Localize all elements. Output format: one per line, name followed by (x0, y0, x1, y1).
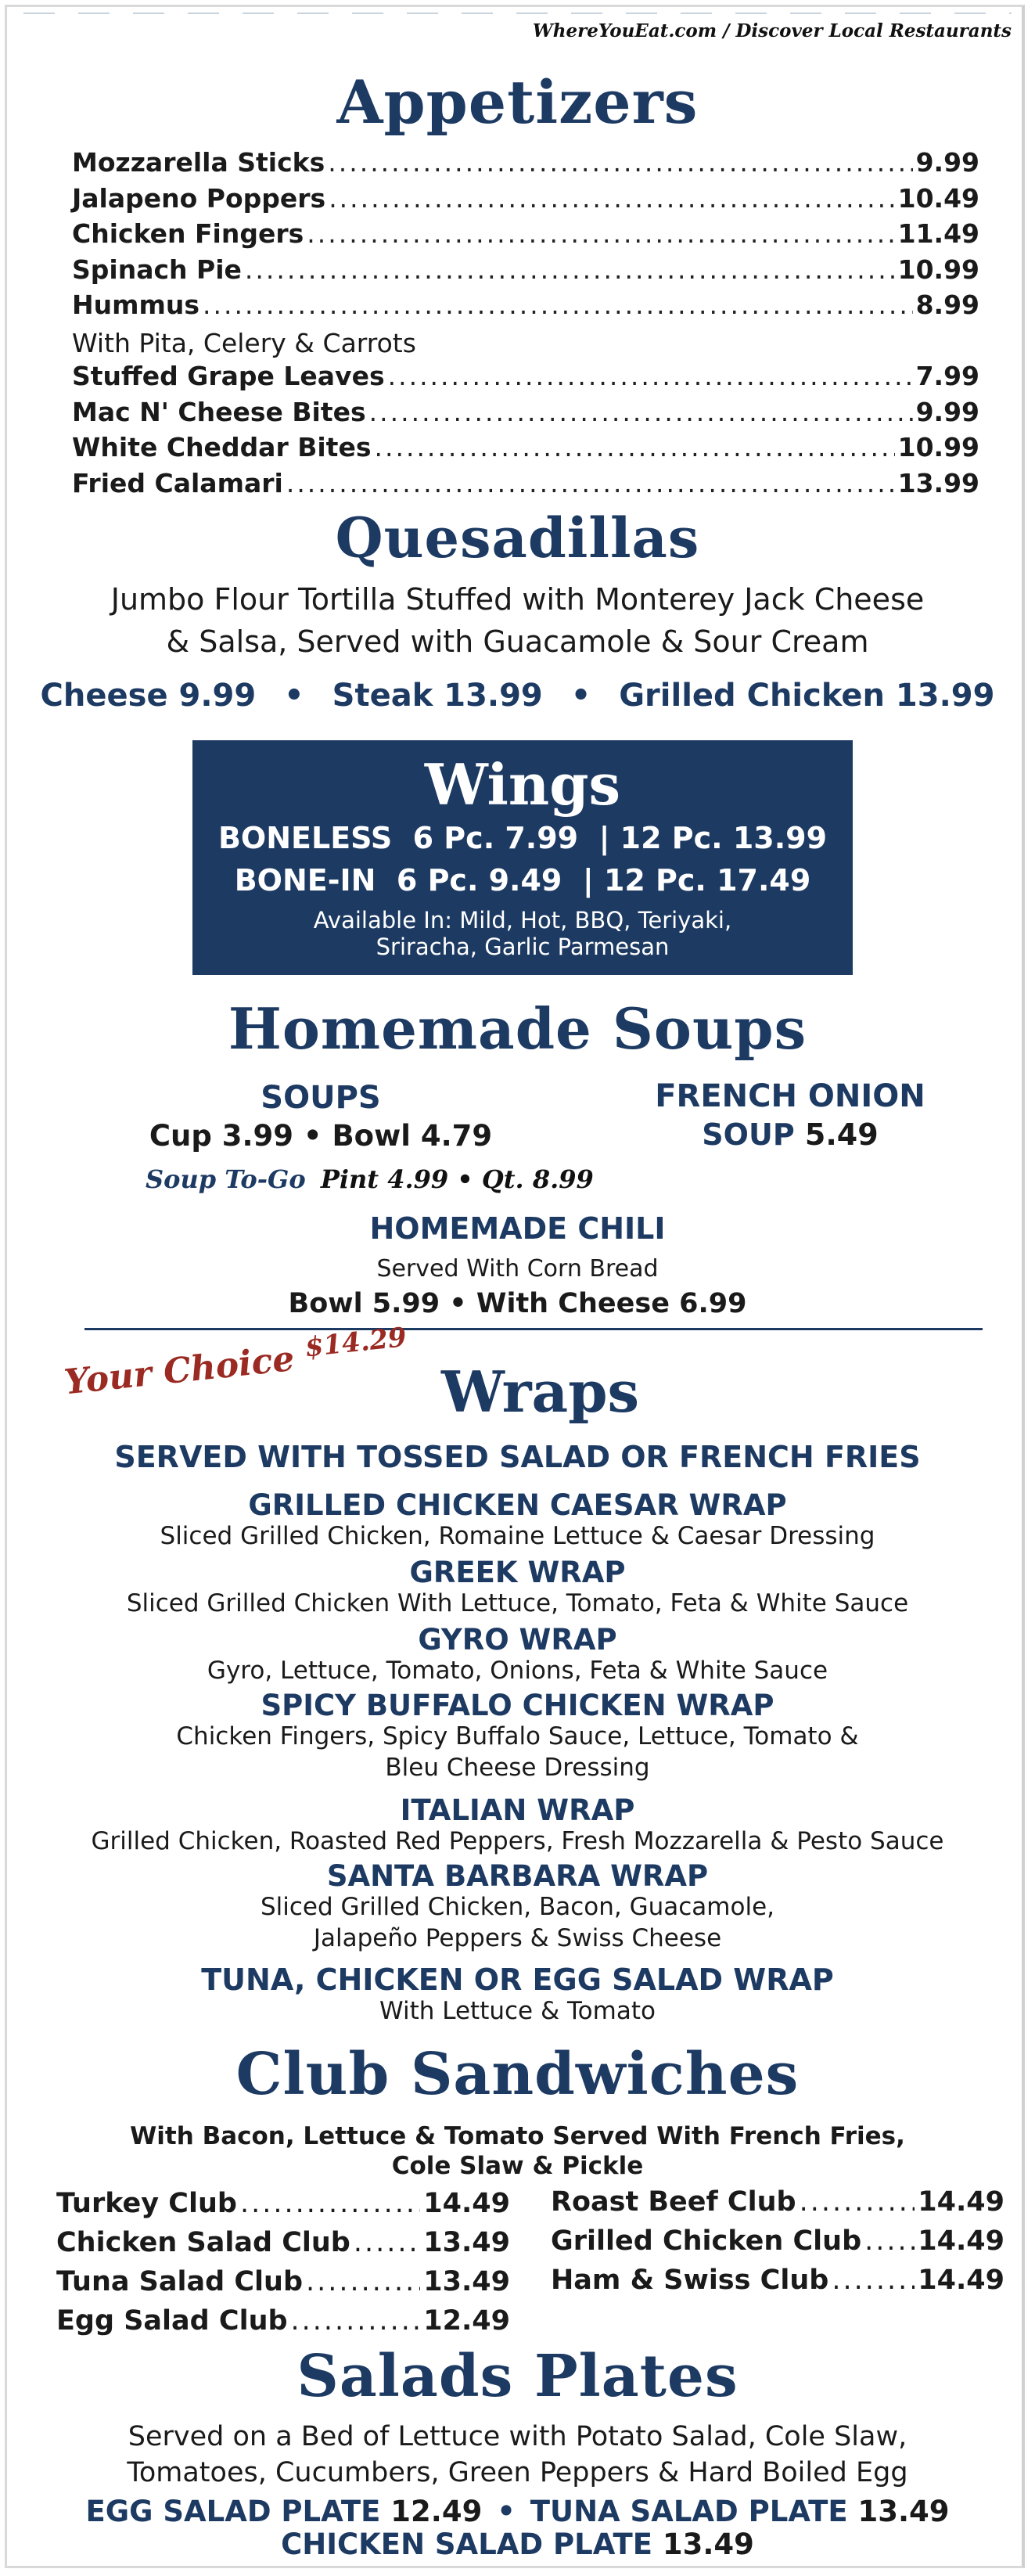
wrap-item: GREEK WRAP Sliced Grilled Chicken With Lettuce, Tomato, Feta & White Sauce (126, 1556, 909, 1617)
soups-price: Cup 3.99 • Bowl 4.79 (149, 1119, 493, 1153)
wings-boneless: BONELESS 6 Pc. 7.99 | 12 Pc. 13.99 (217, 821, 828, 855)
menu-item: White Cheddar Bites ..... 10.99 (72, 432, 979, 468)
soup-to-go (146, 1164, 594, 1194)
wings-title: Wings (424, 751, 621, 818)
quesadillas-options (0, 678, 1035, 714)
salad-plates-row-2 (0, 2527, 1035, 2561)
french-onion-label: FRENCH ONION (655, 1078, 925, 1114)
wrap-item: SANTA BARBARA WRAP Sliced Grilled Chicken, Bacon, Guacamole, Jalapeño Peppers & Swiss Cheese (260, 1859, 775, 1952)
menu-item: Tuna Salad Club ..... 13.49 (56, 2266, 510, 2305)
watermark: WhereYouEat.com / Discover Local Restaurants (532, 20, 1012, 41)
french-onion-block (626, 1078, 954, 1152)
wrap-item: SPICY BUFFALO CHICKEN WRAP Chicken Fingers, Spicy Buffalo Sauce, Lettuce, Tomato & Bleu Cheese Dressing (176, 1689, 859, 1782)
chili-price: Bowl 5.99 • With Cheese 6.99 (288, 1288, 747, 1319)
soup-to-go-price: Pint 4.99 • Qt. 8.99 (320, 1164, 594, 1194)
wings-available-1: Available In: Mild, Hot, BBQ, Teriyaki, (313, 907, 732, 934)
menu-item: Stuffed Grape Leaves ..... 7.99 (72, 361, 979, 397)
menu-item: Hummus ..... 8.99 (72, 290, 979, 326)
menu-item: Turkey Club ..... 14.49 (56, 2188, 510, 2227)
separator-dot: • (284, 678, 304, 714)
clubs-right-column (551, 2186, 1004, 2304)
salad-plates-row-1 (0, 2495, 1035, 2528)
clubs-left-column (56, 2188, 510, 2344)
chicken-salad-plate-name: CHICKEN SALAD PLATE (281, 2527, 652, 2561)
wings-available-2: Sriracha, Garlic Parmesan (376, 934, 670, 960)
quesadillas-desc-2: & Salsa, Served with Guacamole & Sour Cream (166, 624, 869, 659)
menu-item: Roast Beef Club ..... 14.49 (551, 2186, 1004, 2225)
quesadilla-cheese: Cheese 9.99 (40, 678, 257, 714)
menu-item: Ham & Swiss Club ..... 14.49 (551, 2265, 1004, 2304)
clubs-desc-2: Cole Slaw & Pickle (391, 2152, 644, 2180)
salads-title: Salads Plates (296, 2343, 739, 2410)
clubs-desc-1: With Bacon, Lettuce & Tomato Served With French Fries, (130, 2122, 905, 2150)
soup-to-go-label: Soup To-Go (146, 1164, 306, 1194)
top-border-line (23, 13, 1012, 14)
quesadilla-steak: Steak 13.99 (332, 678, 543, 714)
salads-desc-2: Tomatoes, Cucumbers, Green Peppers & Hard Boiled Egg (127, 2457, 908, 2488)
tuna-salad-plate-name: TUNA SALAD PLATE (530, 2495, 848, 2528)
menu-item: Mozzarella Sticks ..... 9.99 (72, 147, 979, 183)
your-choice-price: $14.29 (303, 1322, 408, 1364)
appetizers-title: Appetizers (336, 67, 699, 137)
wraps-title: Wraps (441, 1358, 640, 1425)
wrap-item: GYRO WRAP Gyro, Lettuce, Tomato, Onions, Feta & White Sauce (207, 1623, 828, 1685)
egg-salad-plate-name: EGG SALAD PLATE (85, 2495, 381, 2528)
menu-item: Spinach Pie ..... 10.99 (72, 254, 979, 290)
menu-item: Egg Salad Club ..... 12.49 (56, 2305, 510, 2344)
section-divider (84, 1328, 983, 1330)
chicken-salad-plate-price: 13.49 (662, 2527, 754, 2561)
french-onion-price: 5.49 (804, 1117, 879, 1152)
wrap-item: GRILLED CHICKEN CAESAR WRAP Sliced Grilled Chicken, Romaine Lettuce & Caesar Dressing (160, 1488, 875, 1550)
hummus-note: With Pita, Celery & Carrots (72, 327, 416, 358)
menu-item: Grilled Chicken Club ..... 14.49 (551, 2225, 1004, 2265)
separator-dot: • (497, 2495, 516, 2528)
chili-note: Served With Corn Bread (376, 1255, 659, 1283)
separator-dot: • (570, 678, 591, 714)
wrap-item: ITALIAN WRAP Grilled Chicken, Roasted Red Peppers, Fresh Mozzarella & Pesto Sauce (91, 1793, 944, 1855)
clubs-title: Club Sandwiches (235, 2041, 800, 2108)
menu-item: Fried Calamari ..... 13.99 (72, 468, 979, 504)
soups-block (102, 1080, 540, 1153)
appetizers-list (72, 147, 979, 503)
tuna-salad-plate-price: 13.49 (857, 2495, 950, 2528)
menu-item: Jalapeno Poppers ..... 10.49 (72, 183, 979, 219)
wrap-item: TUNA, CHICKEN OR EGG SALAD WRAP With Lettuce & Tomato (201, 1963, 834, 2025)
egg-salad-plate-price: 12.49 (390, 2495, 483, 2528)
soups-label: SOUPS (261, 1080, 381, 1116)
wings-bonein: BONE-IN 6 Pc. 9.49 | 12 Pc. 17.49 (234, 863, 811, 898)
menu-item: Mac N' Cheese Bites ..... 9.99 (72, 397, 979, 433)
soups-title: Homemade Soups (228, 995, 807, 1062)
your-choice-label: Your Choice $^{\$14.29}$ (62, 1322, 408, 1403)
menu-item: Chicken Fingers ..... 11.49 (72, 218, 979, 254)
quesadillas-title: Quesadillas (335, 505, 700, 570)
chili-label: HOMEMADE CHILI (369, 1211, 666, 1246)
wraps-served: SERVED WITH TOSSED SALAD OR FRENCH FRIES (114, 1440, 921, 1474)
salads-desc-1: Served on a Bed of Lettuce with Potato Salad, Cole Slaw, (128, 2421, 907, 2452)
quesadillas-desc-1: Jumbo Flour Tortilla Stuffed with Monterey Jack Cheese (110, 582, 925, 617)
menu-item: Chicken Salad Club ..... 13.49 (56, 2227, 510, 2266)
quesadilla-chicken: Grilled Chicken 13.99 (619, 678, 995, 714)
french-onion-soup: SOUP (702, 1117, 795, 1152)
wings-box (192, 740, 853, 975)
